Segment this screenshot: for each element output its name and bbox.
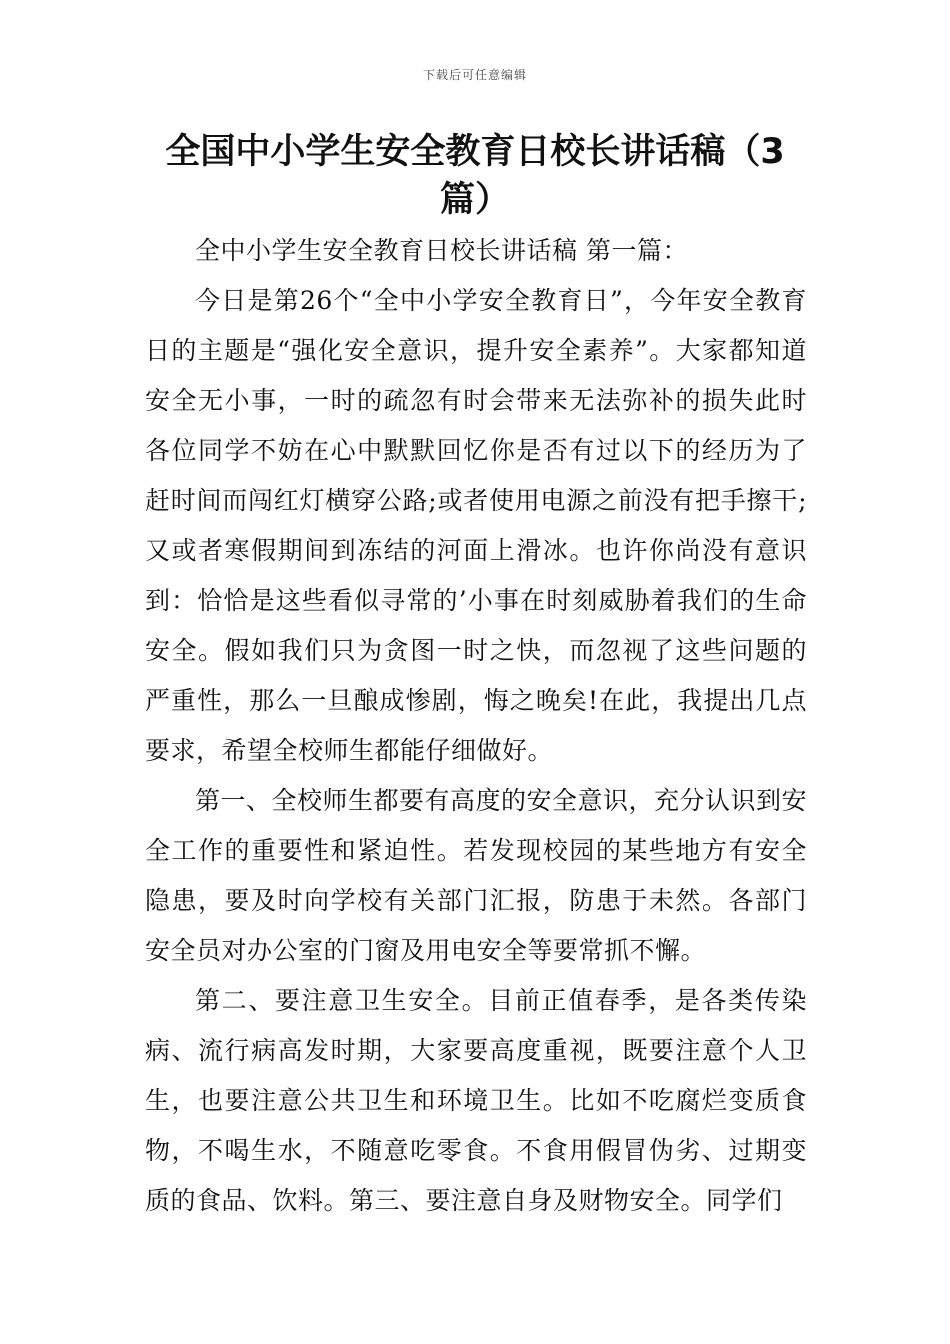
paragraph-intro: 今日是第26个“全中小学安全教育日”，今年安全教育日的主题是“强化安全意识，提升安全素养”。大家都知道安全无小事，一时的疏忽有时会带来无法弥补的损失此时各位同学不妨在心中默默回忆你是否有过以下的经历为了赶时间而闯红灯横穿公路;或者使用电源之前没有把手擦干;又或者寒假期间到冻结的河面上滑冰。也许你尚没有意识到：恰恰是这些看似寻常的’小事在时刻威胁着我们的生命安全。假如我们只为贪图一时之快，而忽视了这些问题的严重性，那么一旦酿成惨剧，悔之晚矣!在此，我提出几点要求，希望全校师生都能仔细做好。	[145, 286, 807, 765]
paragraph-point-one: 第一、全校师生都要有高度的安全意识，充分认识到安全工作的重要性和紧迫性。若发现校园的某些地方有安全隐患，要及时向学校有关部门汇报，防患于未然。各部门安全员对办公室的门窗及用电安全等要常抓不懈。	[145, 786, 808, 965]
section-heading: 全中小学生安全教育日校长讲话稿 第一篇：	[195, 236, 688, 265]
document-body	[145, 226, 807, 1226]
document-title: 全国中小学生安全教育日校长讲话稿（3篇）	[165, 132, 785, 220]
paragraph-point-two: 第二、要注意卫生安全。目前正值春季，是各类传染病、流行病高发时期，大家要高度重视，既要注意个人卫生，也要注意公共卫生和环境卫生。比如不吃腐烂变质食物，不喝生水，不随意吃零食。不食用假冒伪劣、过期变质的食品、饮料。第三、要注意自身及财物安全。同学们	[145, 986, 807, 1215]
header-note: 下载后可任意编辑	[422, 68, 527, 82]
